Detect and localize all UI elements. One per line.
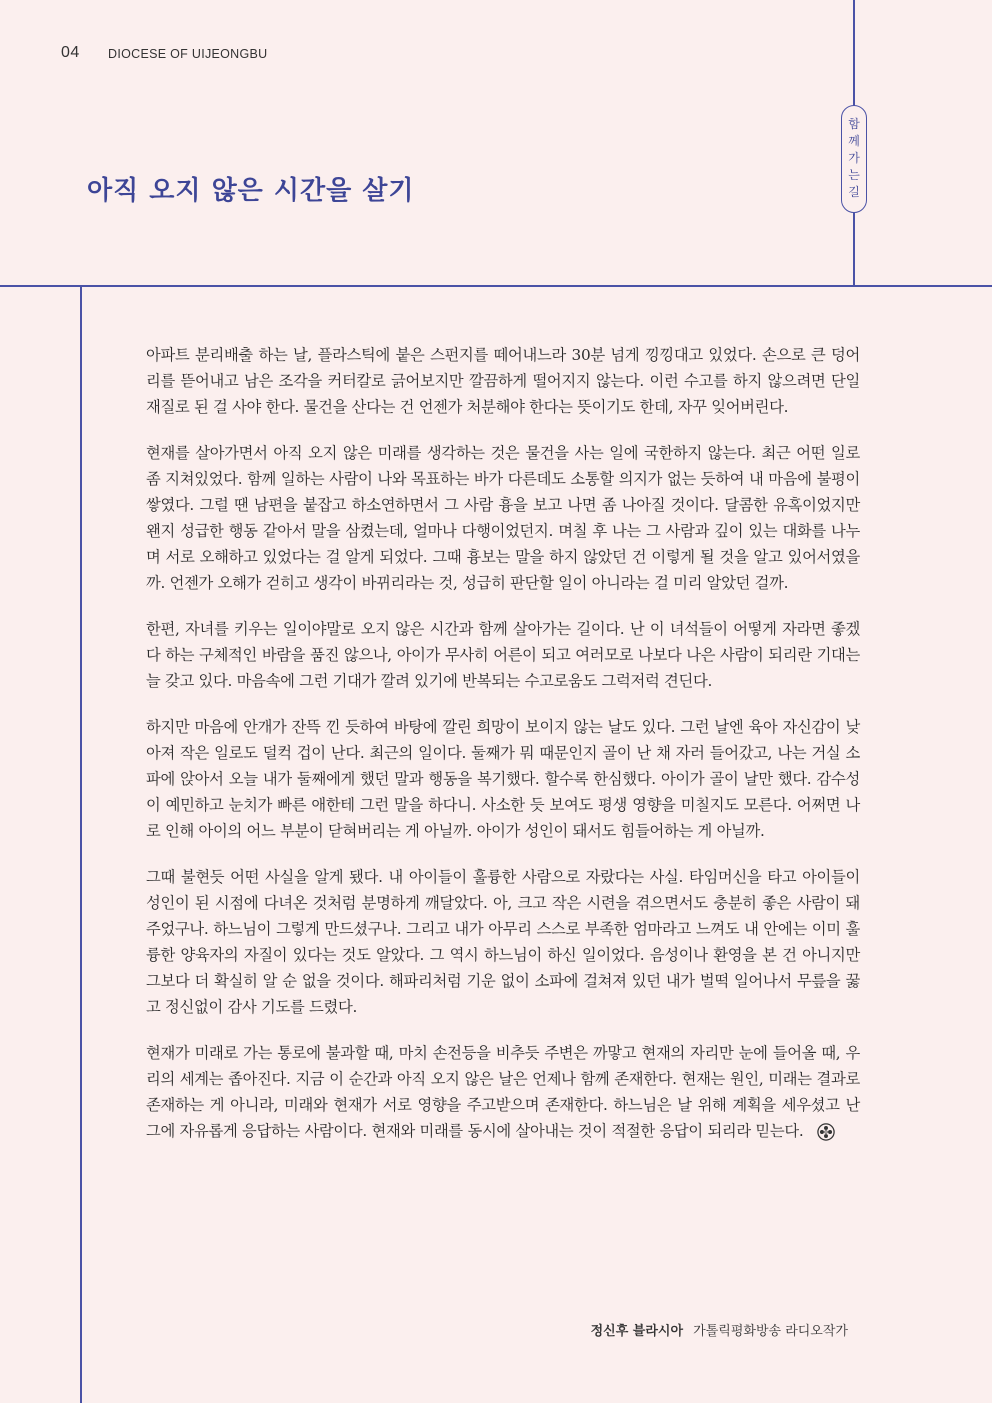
section-tab (841, 105, 867, 213)
header-divider-line (0, 285, 992, 287)
body-paragraph-1: 아파트 분리배출 하는 날, 플라스틱에 붙은 스펀지를 떼어내느라 30분 넘게 낑낑대고 있었다. 손으로 큰 덩어리를 뜯어내고 남은 조각을 커터칼로 긁어보지만 깔끔하게 떨어지지 않는다. 이런 수고를 하지 않으려면 단일재질로 된 걸 사야 한다. 물건을 산다는 건 언젠가 처분해야 한다는 뜻이기도 한데, 자꾸 잊어버린다. (146, 346, 860, 416)
publisher-name: DIOCESE OF UIJEONGBU (108, 47, 268, 61)
article-body (146, 342, 860, 1164)
page-number: 04 (61, 44, 80, 61)
body-paragraph-3: 한편, 자녀를 키우는 일이야말로 오지 않은 시간과 함께 살아가는 길이다. 난 이 녀석들이 어떻게 자라면 좋겠다 하는 구체적인 바람을 품진 않으나, 아이가 무사히 어른이 되고 여러모로 나보다 나은 사람이 되리란 기대는 늘 갖고 있다. 마음속에 그런 기대가 깔려 있기에 반복되는 수고로움도 그럭저럭 견딘다. (146, 620, 860, 690)
author-byline (591, 1320, 848, 1339)
rosette-ornament-icon (817, 1123, 835, 1141)
body-paragraph-6: 현재가 미래로 가는 통로에 불과할 때, 마치 손전등을 비추듯 주변은 까맣고 현재의 자리만 눈에 들어올 때, 우리의 세계는 좁아진다. 지금 이 순간과 아직 오지 않은 날은 언제나 함께 존재한다. 현재는 원인, 미래는 결과로 존재하는 게 아니라, 미래와 현재가 서로 영향을 주고받으며 존재한다. 하느님은 날 위해 계획을 세우셨고 난 그에 자유롭게 응답하는 사람이다. 현재와 미래를 동시에 살아내는 것이 적절한 응답이 되리라 믿는다. (146, 1044, 860, 1140)
author-role: 가톨릭평화방송 라디오작가 (693, 1324, 848, 1339)
body-paragraph-6-container (146, 1040, 860, 1144)
body-paragraph-5: 그때 불현듯 어떤 사실을 알게 됐다. 내 아이들이 훌륭한 사람으로 자랐다는 사실. 타임머신을 타고 아이들이 성인이 된 시점에 다녀온 것처럼 분명하게 깨달았다. 아, 크고 작은 시련을 겪으면서도 충분히 좋은 사람이 돼주었구나. 하느님이 그렇게 만드셨구나. 그리고 내가 아무리 스스로 부족한 엄마라고 느껴도 내 안에는 이미 훌륭한 양육자의 자질이 있다는 것도 알았다. 그 역시 하느님이 하신 일이었다. 음성이나 환영을 본 건 아니지만 그보다 더 확실히 알 순 없을 것이다. 해파리처럼 기운 없이 소파에 걸쳐져 있던 내가 벌떡 일어나서 무릎을 꿇고 정신없이 감사 기도를 드렸다. (146, 868, 860, 1016)
article-title: 아직 오지 않은 시간을 살기 (87, 176, 415, 206)
body-paragraph-2: 현재를 살아가면서 아직 오지 않은 미래를 생각하는 것은 물건을 사는 일에 국한하지 않는다. 최근 어떤 일로 좀 지쳐있었다. 함께 일하는 사람이 나와 목표하는 바가 다른데도 소통할 의지가 없는 듯하여 내 마음에 불평이 쌓였다. 그럴 땐 남편을 붙잡고 하소연하면서 그 사람 흉을 보고 나면 좀 나아질 것이다. 달콤한 유혹이었지만 왠지 성급한 행동 같아서 말을 삼켰는데, 얼마나 다행이었던지. 며칠 후 나는 그 사람과 깊이 있는 대화를 나누며 서로 오해하고 있었다는 걸 알게 되었다. 그때 흉보는 말을 하지 않았던 건 이렇게 될 것을 알고 있어서였을까. 언젠가 오해가 걷히고 생각이 바뀌리라는 것, 성급히 판단할 일이 아니라는 걸 미리 알았던 걸까. (146, 444, 860, 592)
section-tab-label: 함께가는길 (848, 117, 860, 199)
left-margin-line (80, 285, 82, 1403)
author-name: 정신후 블라시아 (590, 1324, 684, 1339)
body-paragraph-4: 하지만 마음에 안개가 잔뜩 낀 듯하여 바탕에 깔린 희망이 보이지 않는 날도 있다. 그런 날엔 육아 자신감이 낮아져 작은 일로도 덜컥 겁이 난다. 최근의 일이다. 둘째가 뭐 때문인지 골이 난 채 자러 들어갔고, 나는 거실 소파에 앉아서 오늘 내가 둘째에게 했던 말과 행동을 복기했다. 할수록 한심했다. 아이가 골이 날만 했다. 감수성이 예민하고 눈치가 빠른 애한테 그런 말을 하다니. 사소한 듯 보여도 평생 영향을 미칠지도 모른다. 어쩌면 나로 인해 아이의 어느 부분이 닫혀버리는 게 아닐까. 아이가 성인이 돼서도 힘들어하는 게 아닐까. (146, 718, 860, 840)
